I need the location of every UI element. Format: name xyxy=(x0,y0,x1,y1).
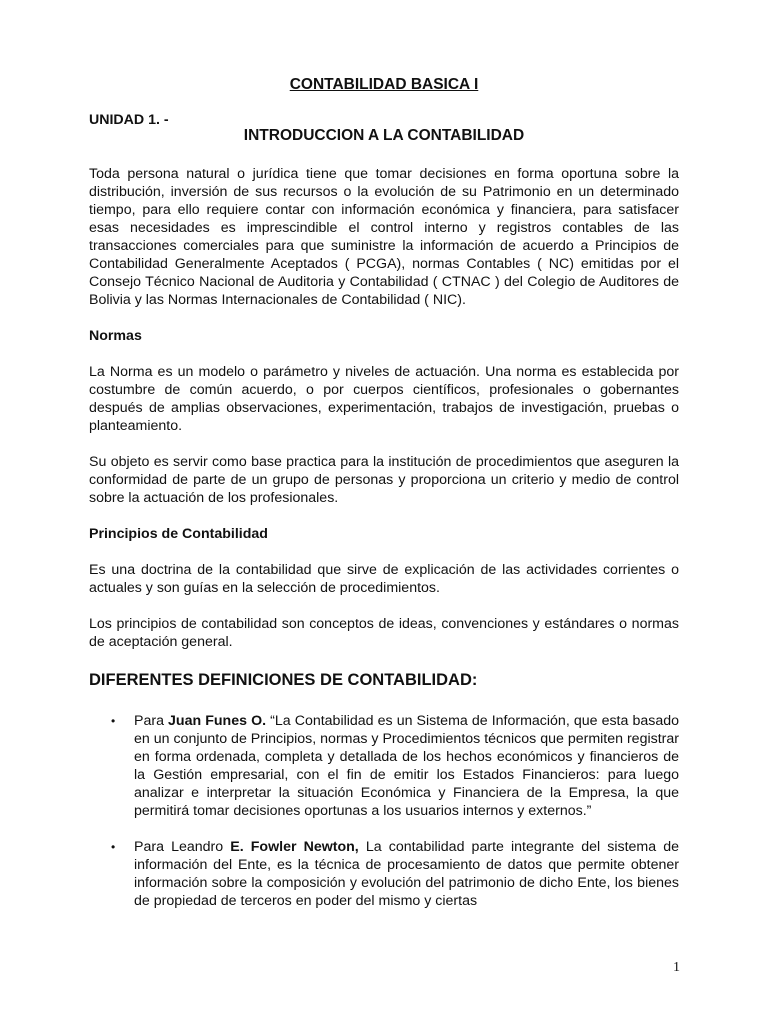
unit-label: UNIDAD 1. - xyxy=(89,112,169,128)
definition-text: “La Contabilidad es un Sistema de Información, que esta basado en un conjunto de Principios, normas y Procedimientos técnicos que permiten registrar en forma ordenada, completa y detallada de los hechos económicos y financieros de la Gestión empresarial, con el fin de emitir los Estados Financieros: para luego analizar e interpretar la situación Económica y Financiera de la Empresa, la que permitirá tomar decisiones oportunas a los usuarios internos y externos.” xyxy=(134,713,679,819)
normas-paragraph-1: La Norma es un modelo o parámetro y niveles de actuación. Una norma es establecida por costumbre de común acuerdo, o por cuerpos científicos, profesionales o gobernantes después de amplias observaciones, experimentación, trabajos de investigación, pruebas o planteamiento. xyxy=(89,364,679,434)
definition-text: La contabilidad parte integrante del sistema de información del Ente, es la técnica de procesamiento de datos que permite obtener información sobre la composición y evolución del patrimonio de dicho Ente, los bienes de propiedad de terceros en poder del mismo y ciertas xyxy=(134,839,679,909)
definition-prefix: Para Leandro xyxy=(134,839,231,855)
definiciones-heading: DIFERENTES DEFINICIONES DE CONTABILIDAD: xyxy=(89,671,478,689)
document-title: CONTABILIDAD BASICA I xyxy=(289,76,479,93)
intro-paragraph: Toda persona natural o jurídica tiene que tomar decisiones en forma oportuna sobre la distribución, inversión de sus recursos o la evolución de su Patrimonio en un determinado tiempo, para ello requiere contar con información económica y financiera, para satisfacer esas necesidades es imprescindible el control interno y registros contables de las transacciones comerciales para que suministre la información de acuerdo a Principios de Contabilidad Generalmente Aceptados ( PCGA), normas Contables ( NC) emitidas por el Consejo Técnico Nacional de Auditoria y Contabilidad ( CTNAC ) del Colegio de Auditores de Bolivia y las Normas Internacionales de Contabilidad ( NIC). xyxy=(89,166,679,308)
normas-paragraph-2: Su objeto es servir como base practica para la institución de procedimientos que aseguren la conformidad de parte de un grupo de personas y proporciona un criterio y medio de control sobre la actuación de los profesionales. xyxy=(89,454,679,506)
page-content xyxy=(89,76,679,910)
unit-heading: INTRODUCCION A LA CONTABILIDAD xyxy=(243,127,525,144)
normas-heading: Normas xyxy=(89,328,142,344)
list-item xyxy=(89,712,679,820)
definition-prefix: Para xyxy=(134,713,169,729)
principios-paragraph-1: Es una doctrina de la contabilidad que sirve de explicación de las actividades corrientes o actuales y son guías en la selección de procedimientos. xyxy=(89,562,679,596)
principios-heading: Principios de Contabilidad xyxy=(89,526,268,542)
definition-author: E. Fowler Newton, xyxy=(230,839,359,855)
principios-paragraph-2: Los principios de contabilidad son conceptos de ideas, convenciones y estándares o normas de aceptación general. xyxy=(89,616,679,650)
bullet-icon: • xyxy=(111,714,116,728)
definition-author: Juan Funes O. xyxy=(168,713,267,729)
page-number: 1 xyxy=(673,960,680,975)
bullet-icon: • xyxy=(111,840,116,854)
definitions-list xyxy=(89,712,679,910)
list-item xyxy=(89,838,679,910)
